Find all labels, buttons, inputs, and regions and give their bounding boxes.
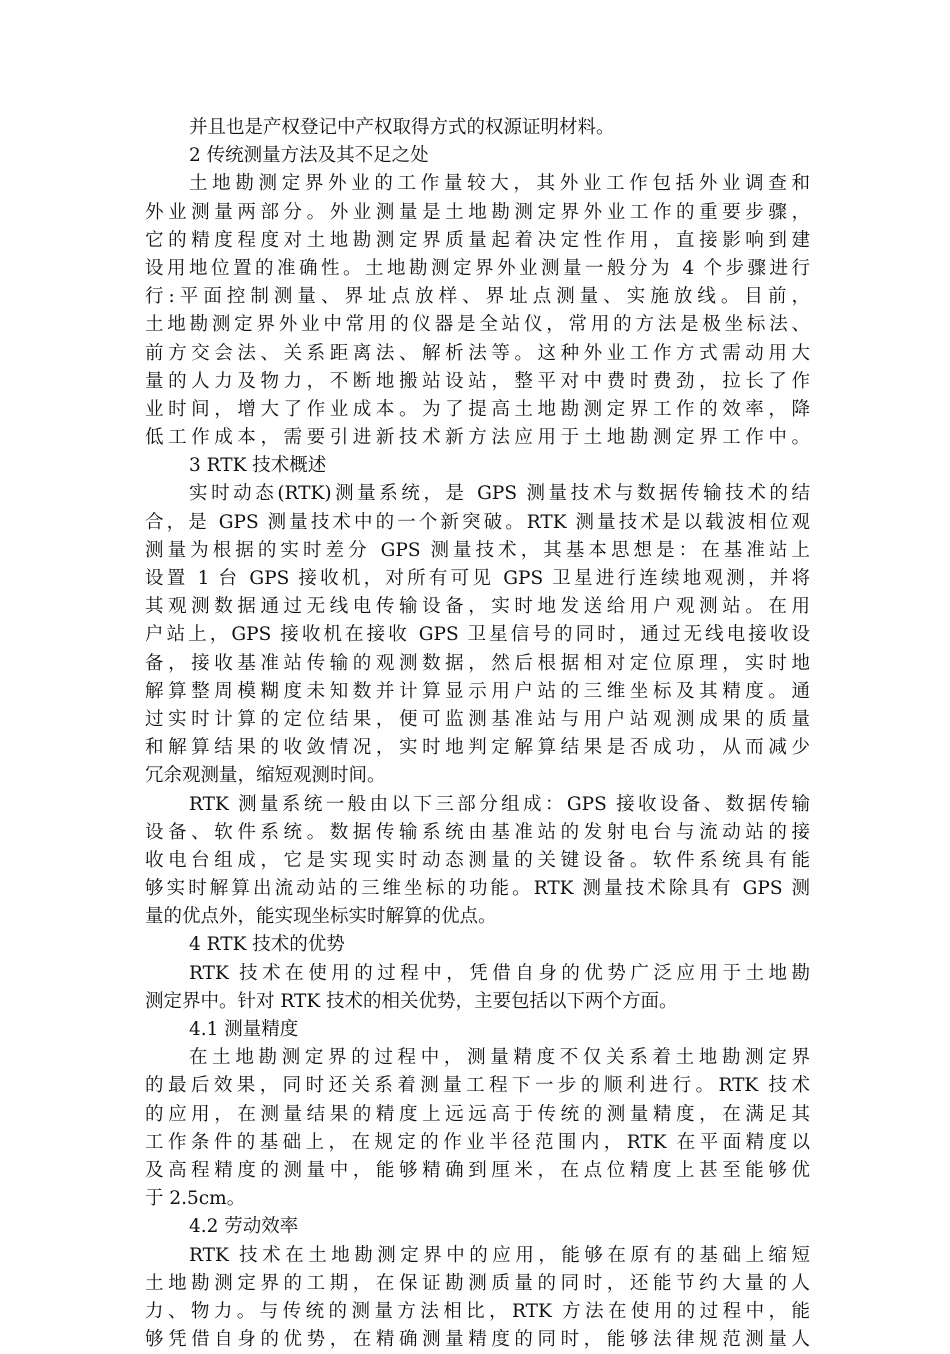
paragraph-line: 收电台组成，它是实现实时动态测量的关键设备。软件系统具有能 [145,849,810,871]
paragraph-line: 实时动态(RTK)测量系统，是 GPS 测量技术与数据传输技术的结 [189,483,810,505]
paragraph-line: 在土地勘测定界的过程中，测量精度不仅关系着土地勘测定界 [189,1047,810,1069]
paragraph-line: 及高程精度的测量中，能够精确到厘米，在点位精度上甚至能够优 [145,1159,810,1181]
paragraph-line: 设用地位置的准确性。土地勘测定界外业测量一般分为 4 个步骤进行 [145,257,810,279]
paragraph-line: 业时间，增大了作业成本。为了提高土地勘测定界工作的效率，降 [145,398,810,420]
paragraph-line: 冗余观测量，缩短观测时间。 [145,765,386,787]
paragraph-line: 低工作成本，需要引进新技术新方法应用于土地勘测定界工作中。 [145,427,810,449]
paragraph-line: 备，接收基准站传输的观测数据，然后根据相对定位原理，实时地 [145,652,810,674]
paragraph-line: 量的人力及物力，不断地搬站设站，整平对中费时费劲，拉长了作 [145,370,810,392]
subsection-heading-4-2: 4.2 劳动效率 [189,1216,299,1238]
paragraph-line: 合，是 GPS 测量技术中的一个新突破。RTK 测量技术是以载波相位观 [145,511,810,533]
subsection-heading-4-1: 4.1 测量精度 [189,1019,299,1040]
paragraph-line: 量的优点外，能实现坐标实时解算的优点。 [145,906,497,928]
section-heading-2: 2 传统测量方法及其不足之处 [189,145,429,167]
paragraph-line: 的应用，在测量结果的精度上远远高于传统的测量精度，在满足其 [145,1103,810,1125]
paragraph-line: 土地勘测定界外业中常用的仪器是全站仪，常用的方法是极坐标法、 [145,314,810,336]
paragraph-line: 外业测量两部分。外业测量是土地勘测定界外业工作的重要步骤， [145,201,810,223]
paragraph-line: RTK 技术在土地勘测定界中的应用，能够在原有的基础上缩短 [189,1244,810,1266]
paragraph-line: 够凭借自身的优势，在精确测量精度的同时，能够法律规范测量人 [145,1329,810,1351]
paragraph-line: 力、物力。与传统的测量方法相比，RTK 方法在使用的过程中，能 [145,1300,810,1322]
paragraph-line: 行:平面控制测量、界址点放样、界址点测量、实施放线。目前， [145,286,810,308]
paragraph-line: 和解算结果的收敛情况，实时地判定解算结果是否成功，从而减少 [145,737,810,759]
paragraph-line: 户站上，GPS 接收机在接收 GPS 卫星信号的同时，通过无线电接收设 [145,624,810,646]
paragraph-line: 解算整周模糊度未知数并计算显示用户站的三维坐标及其精度。通 [145,680,810,702]
paragraph-line: 测定界中。针对 RTK 技术的相关优势，主要包括以下两个方面。 [145,990,678,1012]
section-heading-4: 4 RTK 技术的优势 [189,934,345,956]
paragraph-line: 够实时解算出流动站的三维坐标的功能。RTK 测量技术除具有 GPS 测 [145,878,810,900]
paragraph-line: 其观测数据通过无线电传输设备，实时地发送给用户观测站。在用 [145,596,810,618]
paragraph-line: RTK 技术在使用的过程中，凭借自身的优势广泛应用于土地勘 [189,962,810,984]
paragraph-line: 设置 1 台 GPS 接收机，对所有可见 GPS 卫星进行连续地观测，并将 [145,568,810,589]
paragraph-line: 测量为根据的实时差分 GPS 测量技术，其基本思想是：在基准站上 [145,539,810,561]
section-heading-3: 3 RTK 技术概述 [189,455,327,477]
paragraph-line: 设备、软件系统。数据传输系统由基准站的发射电台与流动站的接 [145,821,810,843]
paragraph-line: 前方交会法、关系距离法、解析法等。这种外业工作方式需动用大 [145,342,810,364]
paragraph-line: 于 2.5cm。 [145,1188,246,1210]
paragraph-line: 并且也是产权登记中产权取得方式的权源证明材料。 [189,117,615,138]
paragraph-line: 过实时计算的定位结果，便可监测基准站与用户站观测成果的质量 [145,708,810,730]
paragraph-line: 它的精度程度对土地勘测定界质量起着决定性作用，直接影响到建 [145,229,810,251]
paragraph-line: 土地勘测定界外业的工作量较大，其外业工作包括外业调查和 [189,173,810,195]
paragraph-line: 工作条件的基础上，在规定的作业半径范围内，RTK 在平面精度以 [145,1131,810,1153]
paragraph-line: 的最后效果，同时还关系着测量工程下一步的顺利进行。RTK 技术 [145,1075,810,1097]
paragraph-line: 土地勘测定界的工期，在保证勘测质量的同时，还能节约大量的人 [145,1272,810,1294]
document-body [145,114,810,1354]
paragraph-line: RTK 测量系统一般由以下三部分组成：GPS 接收设备、数据传输 [189,793,810,815]
